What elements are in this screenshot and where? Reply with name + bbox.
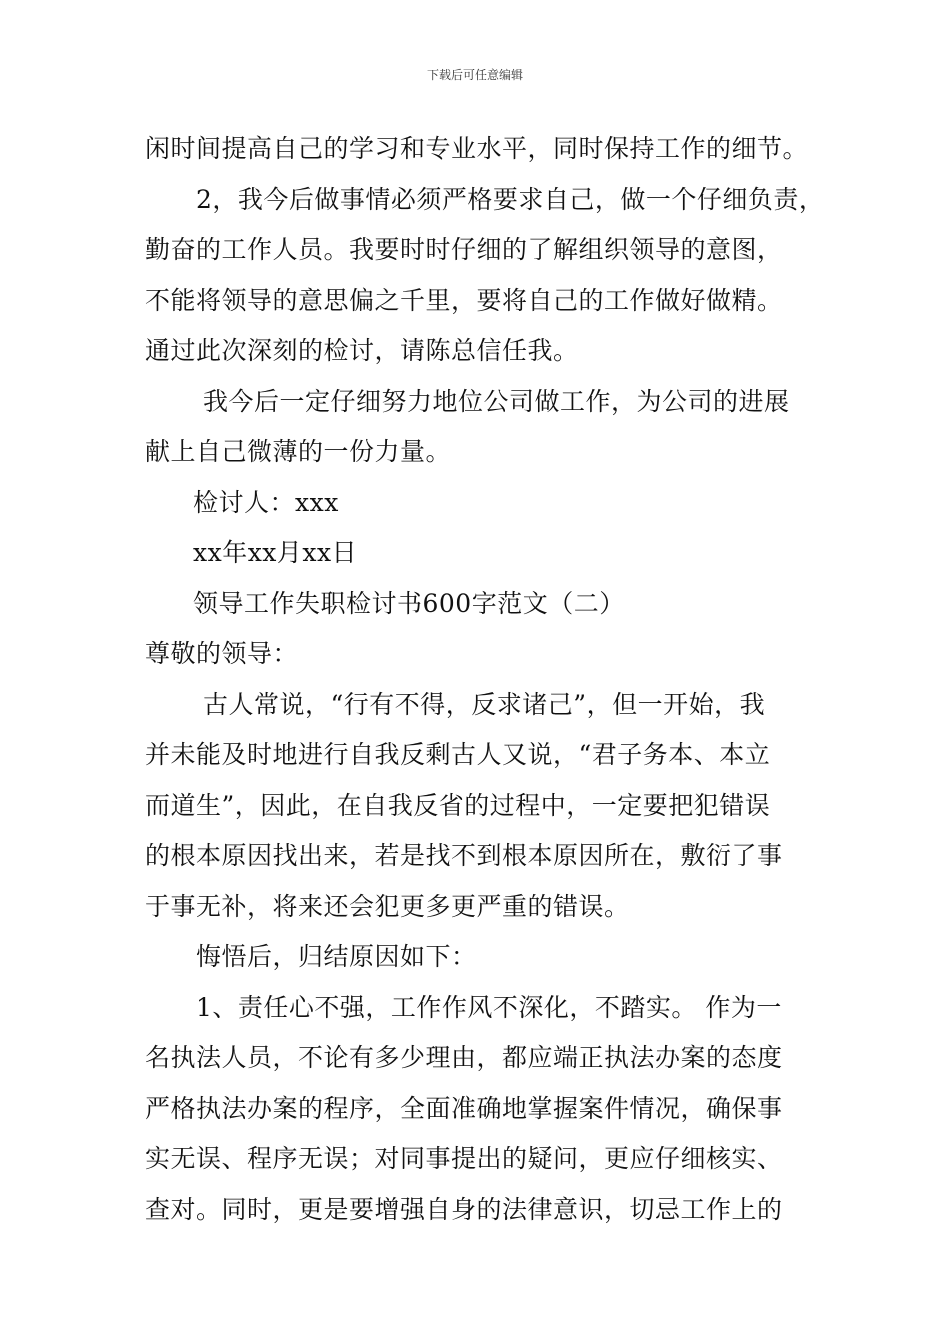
text-line: 实无误、程序无误；对同事提出的疑问，更应仔细核实、 [145,1144,783,1173]
text-line: 2，我今后做事情必须严格要求自己，做一个仔细负责， [196,184,825,214]
text-line: 并未能及时地进行自我反剩古人又说，“君子务本、本立 [145,740,771,769]
header-note: 下载后可任意编辑 [426,68,523,82]
text-line: 不能将领导的意思偏之千里，要将自己的工作做好做精。 [145,285,783,315]
document-body [145,124,825,1235]
text-line: 我今后一定仔细努力地位公司做工作，为公司的进展 [203,386,790,416]
text-line: 查对。同时，更是要增强自身的法律意识，切忌工作上的 [145,1194,783,1224]
signature-author: 检讨人：xxx [193,487,339,517]
text-line: 勤奋的工作人员。我要时时仔细的了解组织领导的意图， [145,235,783,264]
section-title: 领导工作失职检讨书600字范文（二） [193,588,625,618]
text-line: 而道生”，因此，在自我反省的过程中，一定要把犯错误 [145,790,771,820]
text-line: 闲时间提高自己的学习和专业水平，同时保持工作的细节。 [145,134,809,163]
signature-date: xx年xx月xx日 [193,538,358,567]
text-line: 名执法人员，不论有多少理由，都应端正执法办案的态度 [145,1043,783,1072]
text-line: 古人常说，“行有不得，反求诸己”，但一开始，我 [203,689,766,719]
text-line: 严格执法办案的程序，全面准确地掌握案件情况，确保事 [145,1093,783,1123]
text-line: 1、责任心不强，工作作风不深化，不踏实。 作为一 [196,992,782,1022]
text-line: 的根本原因找出来，若是找不到根本原因所在，敷衍了事 [145,841,783,870]
text-line: 献上自己微薄的一份力量。 [145,437,452,466]
text-line: 悔悟后，归结原因如下： [196,942,477,971]
text-line: 于事无补，将来还会犯更多更严重的错误。 [145,891,630,921]
salutation: 尊敬的领导： [145,639,299,668]
text-line: 通过此次深刻的检讨，请陈总信任我。 [145,336,579,365]
